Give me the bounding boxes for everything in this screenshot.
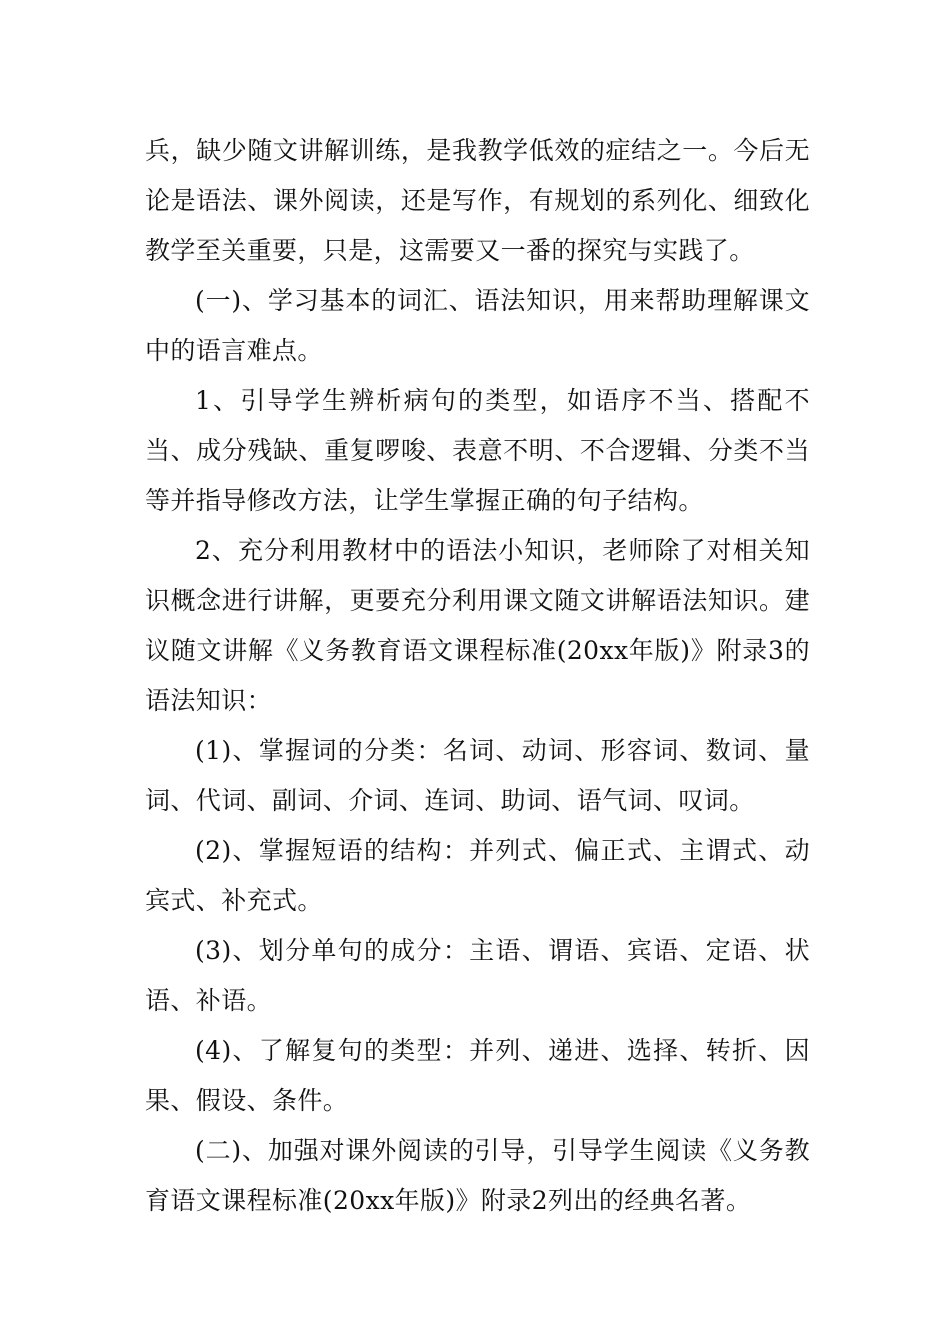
paragraph: (二)、加强对课外阅读的引导，引导学生阅读《义务教育语文课程标准(20xx年版)》附录2列出的经典名著。 xyxy=(145,1136,810,1215)
paragraph: (4)、了解复句的类型：并列、递进、选择、转折、因果、假设、条件。 xyxy=(145,1036,810,1115)
paragraph: 2、充分利用教材中的语法小知识，老师除了对相关知识概念进行讲解，更要充分利用课文随文讲解语法知识。建议随文讲解《义务教育语文课程标准(20xx年版)》附录3的语法知识： xyxy=(145,536,810,715)
paragraph: (2)、掌握短语的结构：并列式、偏正式、主谓式、动宾式、补充式。 xyxy=(145,836,810,915)
paragraph: (3)、划分单句的成分：主语、谓语、宾语、定语、状语、补语。 xyxy=(145,936,810,1015)
paragraph: 1、引导学生辨析病句的类型，如语序不当、搭配不当、成分残缺、重复啰唆、表意不明、不合逻辑、分类不当等并指导修改方法，让学生掌握正确的句子结构。 xyxy=(145,386,810,515)
paragraph: (一)、学习基本的词汇、语法知识，用来帮助理解课文中的语言难点。 xyxy=(145,286,810,365)
document-body xyxy=(145,126,810,1226)
paragraph: 兵，缺少随文讲解训练，是我教学低效的症结之一。今后无论是语法、课外阅读，还是写作，有规划的系列化、细致化教学至关重要，只是，这需要又一番的探究与实践了。 xyxy=(145,136,810,265)
paragraph: (1)、掌握词的分类：名词、动词、形容词、数词、量词、代词、副词、介词、连词、助词、语气词、叹词。 xyxy=(145,736,810,815)
